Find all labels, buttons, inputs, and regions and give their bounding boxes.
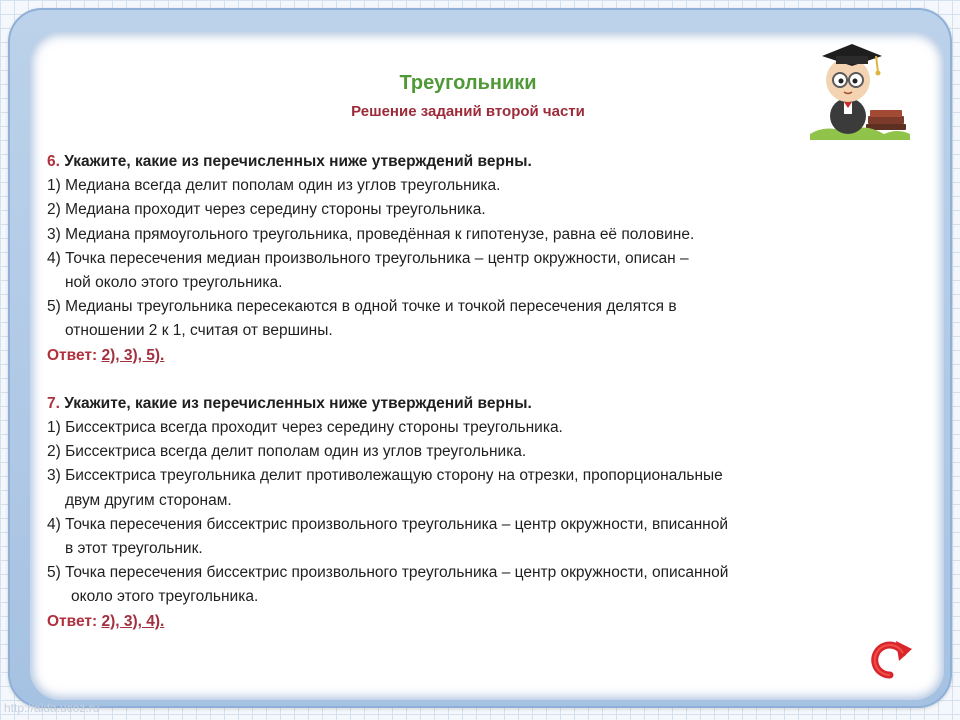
- slide-title: Треугольники: [399, 72, 537, 94]
- spacer: [47, 368, 917, 392]
- question-7-item-4-cont: в этот треугольник.: [65, 540, 203, 558]
- slide-subtitle: Решение заданий второй части: [351, 103, 585, 120]
- watermark: http://aida.ucoz.ru: [4, 701, 100, 715]
- question-6-heading: [47, 150, 917, 174]
- question-7-item-2: 2) Биссектриса всегда делит пополам один из углов треугольника.: [47, 443, 527, 461]
- answer-6-label: Ответ:: [47, 346, 98, 364]
- return-arrow-icon[interactable]: [866, 637, 914, 679]
- question-7-item-5-cont: около этого треугольника.: [71, 588, 259, 606]
- question-6-item-4: 4) Точка пересечения медиан произвольного треугольника – центр окружности, описан –: [47, 249, 689, 267]
- question-7-answer: [47, 610, 917, 634]
- question-7-item-3: 3) Биссектриса треугольника делит противолежащую сторону на отрезки, пропорциональные: [47, 467, 723, 485]
- question-6-item-2: 2) Медиана проходит через середину стороны треугольника.: [47, 201, 486, 219]
- question-6-answer: [47, 344, 917, 368]
- question-6-item-5-cont: отношении 2 к 1, считая от вершины.: [65, 322, 333, 340]
- slide-content: [47, 150, 917, 634]
- question-7-item-5: 5) Точка пересечения биссектрис произвольного треугольника – центр окружности, описанной: [47, 564, 729, 582]
- answer-7-value: 2), 3), 4).: [101, 612, 165, 630]
- graduate-owl-icon: [806, 36, 912, 140]
- question-6-item-3: 3) Медиана прямоугольного треугольника, проведённая к гипотенузе, равна её половине.: [47, 225, 695, 243]
- answer-7-label: Ответ:: [47, 612, 98, 630]
- question-6-number: 6.: [47, 153, 60, 170]
- answer-6-value: 2), 3), 5).: [101, 346, 165, 364]
- question-7-number: 7.: [47, 394, 60, 412]
- question-7-item-1: 1) Биссектриса всегда проходит через середину стороны треугольника.: [47, 419, 563, 437]
- question-7-item-3-cont: двум другим сторонам.: [65, 491, 232, 509]
- question-7-item-4: 4) Точка пересечения биссектрис произвольного треугольника – центр окружности, вписанной: [47, 515, 729, 533]
- question-7-heading: [47, 392, 917, 416]
- question-6-item-1: 1) Медиана всегда делит пополам один из углов треугольника.: [47, 177, 501, 195]
- question-6-item-4-cont: ной около этого треугольника.: [65, 274, 283, 292]
- question-6-text: Укажите, какие из перечисленных ниже утверждений верны.: [59, 153, 532, 170]
- question-7-text: Укажите, какие из перечисленных ниже утверждений верны.: [59, 394, 532, 412]
- question-6-item-5: 5) Медианы треугольника пересекаются в одной точке и точкой пересечения делятся в: [47, 298, 677, 316]
